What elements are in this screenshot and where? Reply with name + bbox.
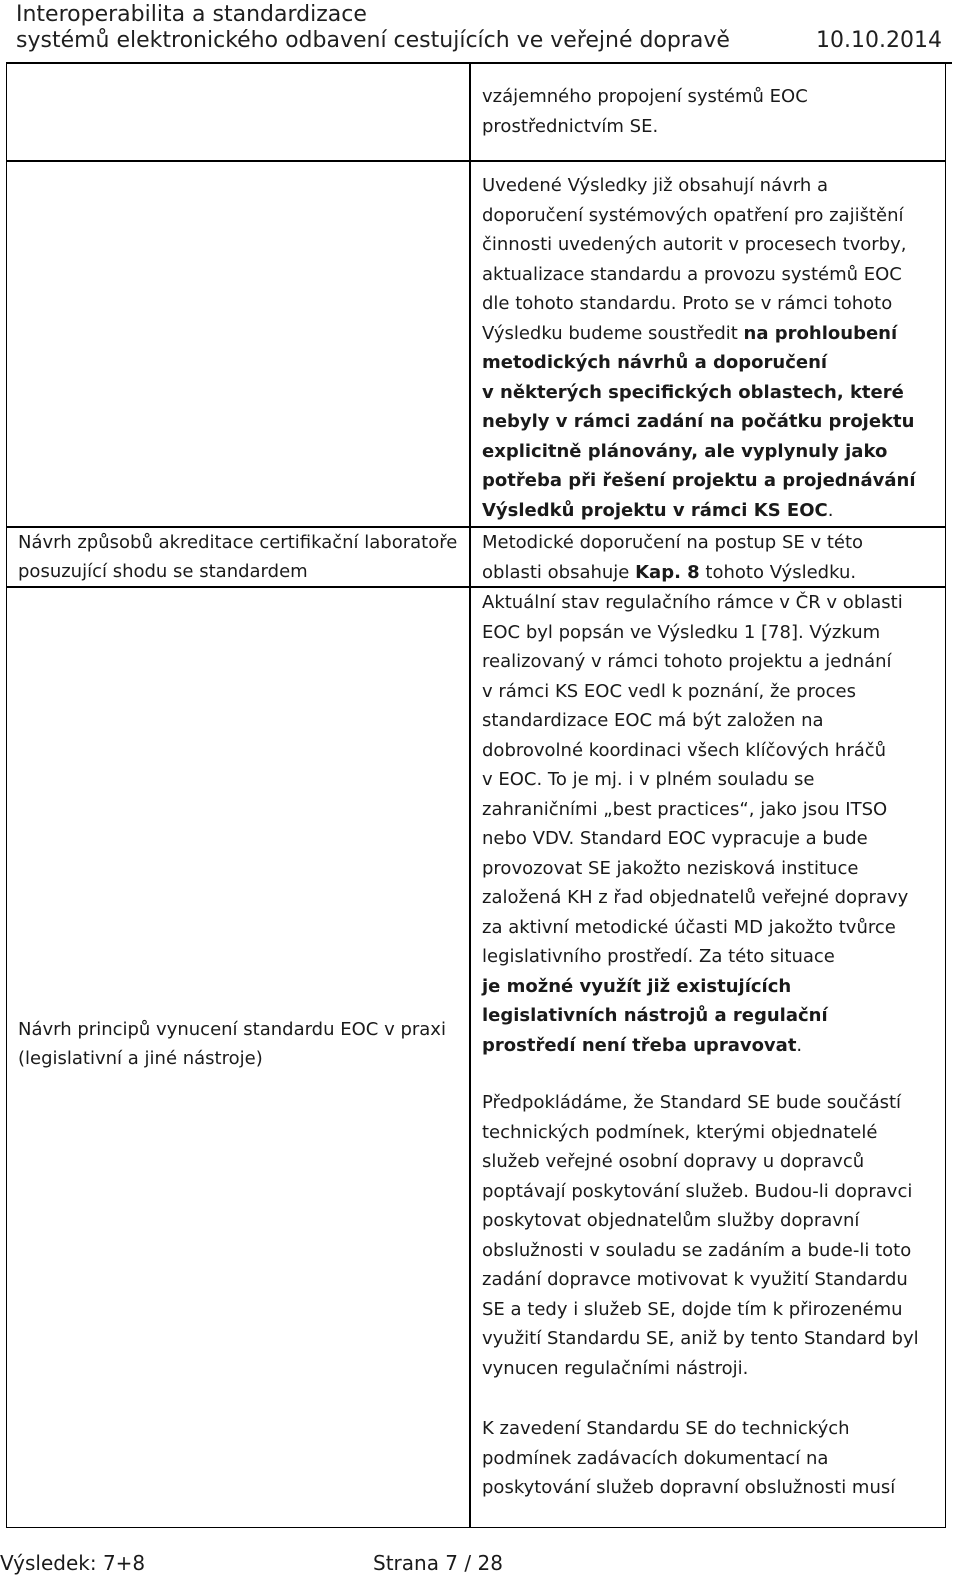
text-line: využití Standardu SE, aniž by tento Standard byl [482,1328,919,1349]
text-line [482,496,927,526]
footer-page-number: Strana 7 / 28 [373,1551,503,1575]
text-line: posuzující shodu se standardem [18,561,308,582]
text-line: (legislativní a jiné nástroje) [18,1048,263,1069]
text-line: obslužnosti v souladu se zadáním a bude-li toto [482,1239,912,1261]
row4-right-paragraph-1 [482,588,927,1060]
text-line: v rámci KS EOC vedl k poznání, že proces [482,680,856,702]
text-line: činnosti uvedených autorit v procesech tvorby, [482,234,907,255]
text-line: doporučení systémových opatření pro zajištění [482,204,904,226]
text-line: legislativního prostředí. Za této situace [482,946,835,967]
bold-run: v některých specifických oblastech, které [482,381,904,403]
header-title-line2: systémů elektronického odbavení cestujících ve veřejné dopravě [16,28,730,53]
row3-right-cell [482,528,927,587]
text-line: Uvedené Výsledky již obsahují návrh a [482,175,829,196]
text-line: za aktivní metodické účasti MD jakožto tvůrce [482,916,896,938]
bold-run: explicitně plánovány, ale vyplynuly jako [482,440,888,462]
text-line: Předpokládáme, že Standard SE bude součástí [482,1092,902,1113]
text-line [482,437,927,467]
text-line: aktualizace standardu a provozu systémů EOC [482,263,902,285]
text-line: v EOC. To je mj. i v plném souladu se [482,769,815,790]
text-line: SE a tedy i služeb SE, dojde tím k přirozenému [482,1298,903,1320]
text-line: poptávají poskytování služeb. Budou-li dopravci [482,1180,913,1202]
row1-right-cell [482,82,927,141]
bold-run: Kap. 8 [635,561,700,583]
text-line: vzájemného propojení systémů EOC [482,86,808,107]
text-run: Výsledku budeme soustředit [482,322,744,344]
text-line: Metodické doporučení na postup SE v této [482,532,864,553]
text-line: dle tohoto standardu. Proto se v rámci tohoto [482,293,893,314]
row4-left-cell [18,1015,458,1073]
bold-run: je možné využít již existujících [482,975,792,997]
table-row-divider [6,160,946,162]
text-line: technických podmínek, kterými objednatelé [482,1121,878,1143]
text-line: standardizace EOC má být založen na [482,710,824,731]
text-line [482,407,927,437]
bold-run: metodických návrhů a doporučení [482,352,828,373]
header-date: 10.10.2014 [816,28,942,53]
text-line [482,1001,927,1031]
text-line: podmínek zadávacích dokumentací na [482,1447,829,1469]
text-line [482,972,927,1002]
text-line: realizovaný v rámci tohoto projektu a jednání [482,651,892,672]
text-line: nebo VDV. Standard EOC vypracuje a bude [482,828,868,849]
text-line: založená KH z řad objednatelů veřejné dopravy [482,887,909,908]
bold-run: nebyly v rámci zadání na počátku projektu [482,411,915,432]
text-line [482,558,927,588]
text-line: poskytování služeb dopravní obslužnosti musí [482,1477,896,1498]
text-line [482,348,927,378]
text-line: prostřednictvím SE. [482,115,659,137]
footer-result: Výsledek: 7+8 [0,1551,146,1575]
row2-right-cell [482,171,927,525]
text-line [482,378,927,408]
bold-run: Výsledků projektu v rámci KS EOC [482,499,828,521]
text-line [482,466,927,496]
text-run: oblasti obsahuje [482,561,636,583]
text-line: Návrh principů vynucení standardu EOC v praxi [18,1019,446,1040]
bold-run: na prohloubení [743,322,898,344]
text-line: Aktuální stav regulačního rámce v ČR v oblasti [482,592,903,613]
row3-left-cell [18,528,458,586]
text-line: Návrh způsobů akreditace certifikační laboratoře [18,532,458,553]
text-line: K zavedení Standardu SE do technických [482,1418,850,1439]
text-line: poskytovat objednatelům služby dopravní [482,1210,860,1231]
text-run: . [796,1034,803,1056]
table-column-divider [469,64,471,1528]
text-line [482,319,927,349]
text-run: tohoto Výsledku. [699,561,857,583]
bold-run: prostředí není třeba upravovat [482,1034,797,1056]
text-line [482,1031,927,1061]
text-line: zadání dopravce motivovat k využití Standardu [482,1269,908,1290]
bold-run: legislativních nástrojů a regulační [482,1005,828,1026]
header-title-line1: Interoperabilita a standardizace [16,2,367,27]
text-line: služeb veřejné osobní dopravy u dopravců [482,1151,865,1172]
page-header [0,0,960,64]
text-run: . [827,499,834,521]
text-line: provozovat SE jakožto nezisková instituce [482,857,859,879]
text-line: dobrovolné koordinaci všech klíčových hráčů [482,739,887,761]
text-line: EOC byl popsán ve Výsledku 1 [78]. Výzkum [482,621,881,643]
text-line: vynucen regulačními nástroji. [482,1357,749,1379]
row4-right-paragraph-3 [482,1414,927,1503]
text-line: zahraničními „best practices“, jako jsou ITSO [482,798,888,820]
row4-right-paragraph-2 [482,1088,927,1383]
bold-run: potřeba při řešení projektu a projednávání [482,470,916,491]
